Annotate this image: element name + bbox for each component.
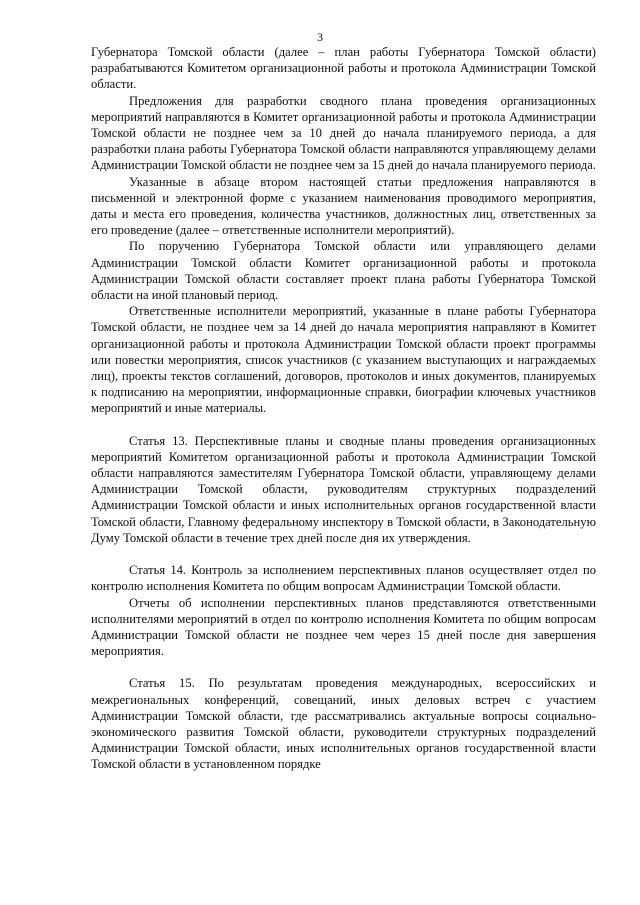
paragraph-reports: Отчеты об исполнении перспективных планов представляются ответственными исполнителями мероприятий в отдел по контролю исполнения Комитета по общим вопросам Администрации Томской области не позднее чем через 15 дней после дня завершения мероприятия. — [91, 595, 596, 659]
article-13: Статья 13. Перспективные планы и сводные планы проведения организационных мероприятий Комитетом организационной работы и протокола Администрации Томской области направляются заместителям Губернатора Томской области, управляющему делами Администрации Томской области, руководителям структурных подразделений Администрации Томской области и иных исполнительных органов государственной власти Томской области, Главному федеральному инспектору в Томской области, в Законодательную Думу Томской области в течение трех дней после дня их утверждения. — [91, 433, 596, 545]
paragraph-responsible-executors: Ответственные исполнители мероприятий, указанные в плане работы Губернатора Томской области, не позднее чем за 14 дней до начала мероприятия направляют в Комитет организационной работы и протокола Администрации Томской области проект программы или повестки мероприятия, список участников (с указанием выступающих и награждаемых лиц), проекты текстов соглашений, договоров, протоколов и иных документов, планируемых к подписанию на мероприятии, информационные справки, биографии ключевых участников мероприятий и иные материалы. — [91, 304, 596, 416]
paragraph-proposals: Предложения для разработки сводного плана проведения организационных мероприятий направляются в Комитет организационной работы и протокола Администрации Томской области не позднее чем за 10 дней до начала планируемого периода, а для разработки плана работы Губернатора Томской области направляются управляющему делами Администрации Томской области не позднее чем за 15 дней до начала планируемого периода. — [91, 93, 597, 173]
paragraph-proposal-format: Указанные в абзаце втором настоящей статьи предложения направляются в письменной и электронной форме с указанием наименования проводимого мероприятия, даты и места его проведения, количества участников, должностных лиц, ответственных за его проведение (далее – ответственные исполнители мероприятий). — [91, 174, 596, 238]
article-14: Статья 14. Контроль за исполнением перспективных планов осуществляет отдел по контролю исполнения Комитета по общим вопросам Администрации Томской области. — [91, 563, 596, 594]
page-number: 3 — [317, 30, 323, 44]
article-15: Статья 15. По результатам проведения международных, всероссийских и межрегиональных конференций, совещаний, иных деловых встреч с участием Администрации Томской области, где рассматривались актуальные вопросы социально-экономического развития Томской области, руководители структурных подразделений Администрации Томской области, иных исполнительных органов государственной власти Томской области в установленном порядке — [91, 676, 596, 772]
document-body — [91, 44, 596, 773]
paragraph-instruction: По поручению Губернатора Томской области или управляющего делами Администрации Томской области Комитет организационной работы и протокола Администрации Томской области составляет проект плана работы Губернатора Томской области на иной плановый период. — [91, 239, 596, 303]
paragraph-plan-continuation: Губернатора Томской области (далее – план работы Губернатора Томской области) разрабатываются Комитетом организационной работы и протокола Администрации Томской области. — [91, 45, 596, 92]
